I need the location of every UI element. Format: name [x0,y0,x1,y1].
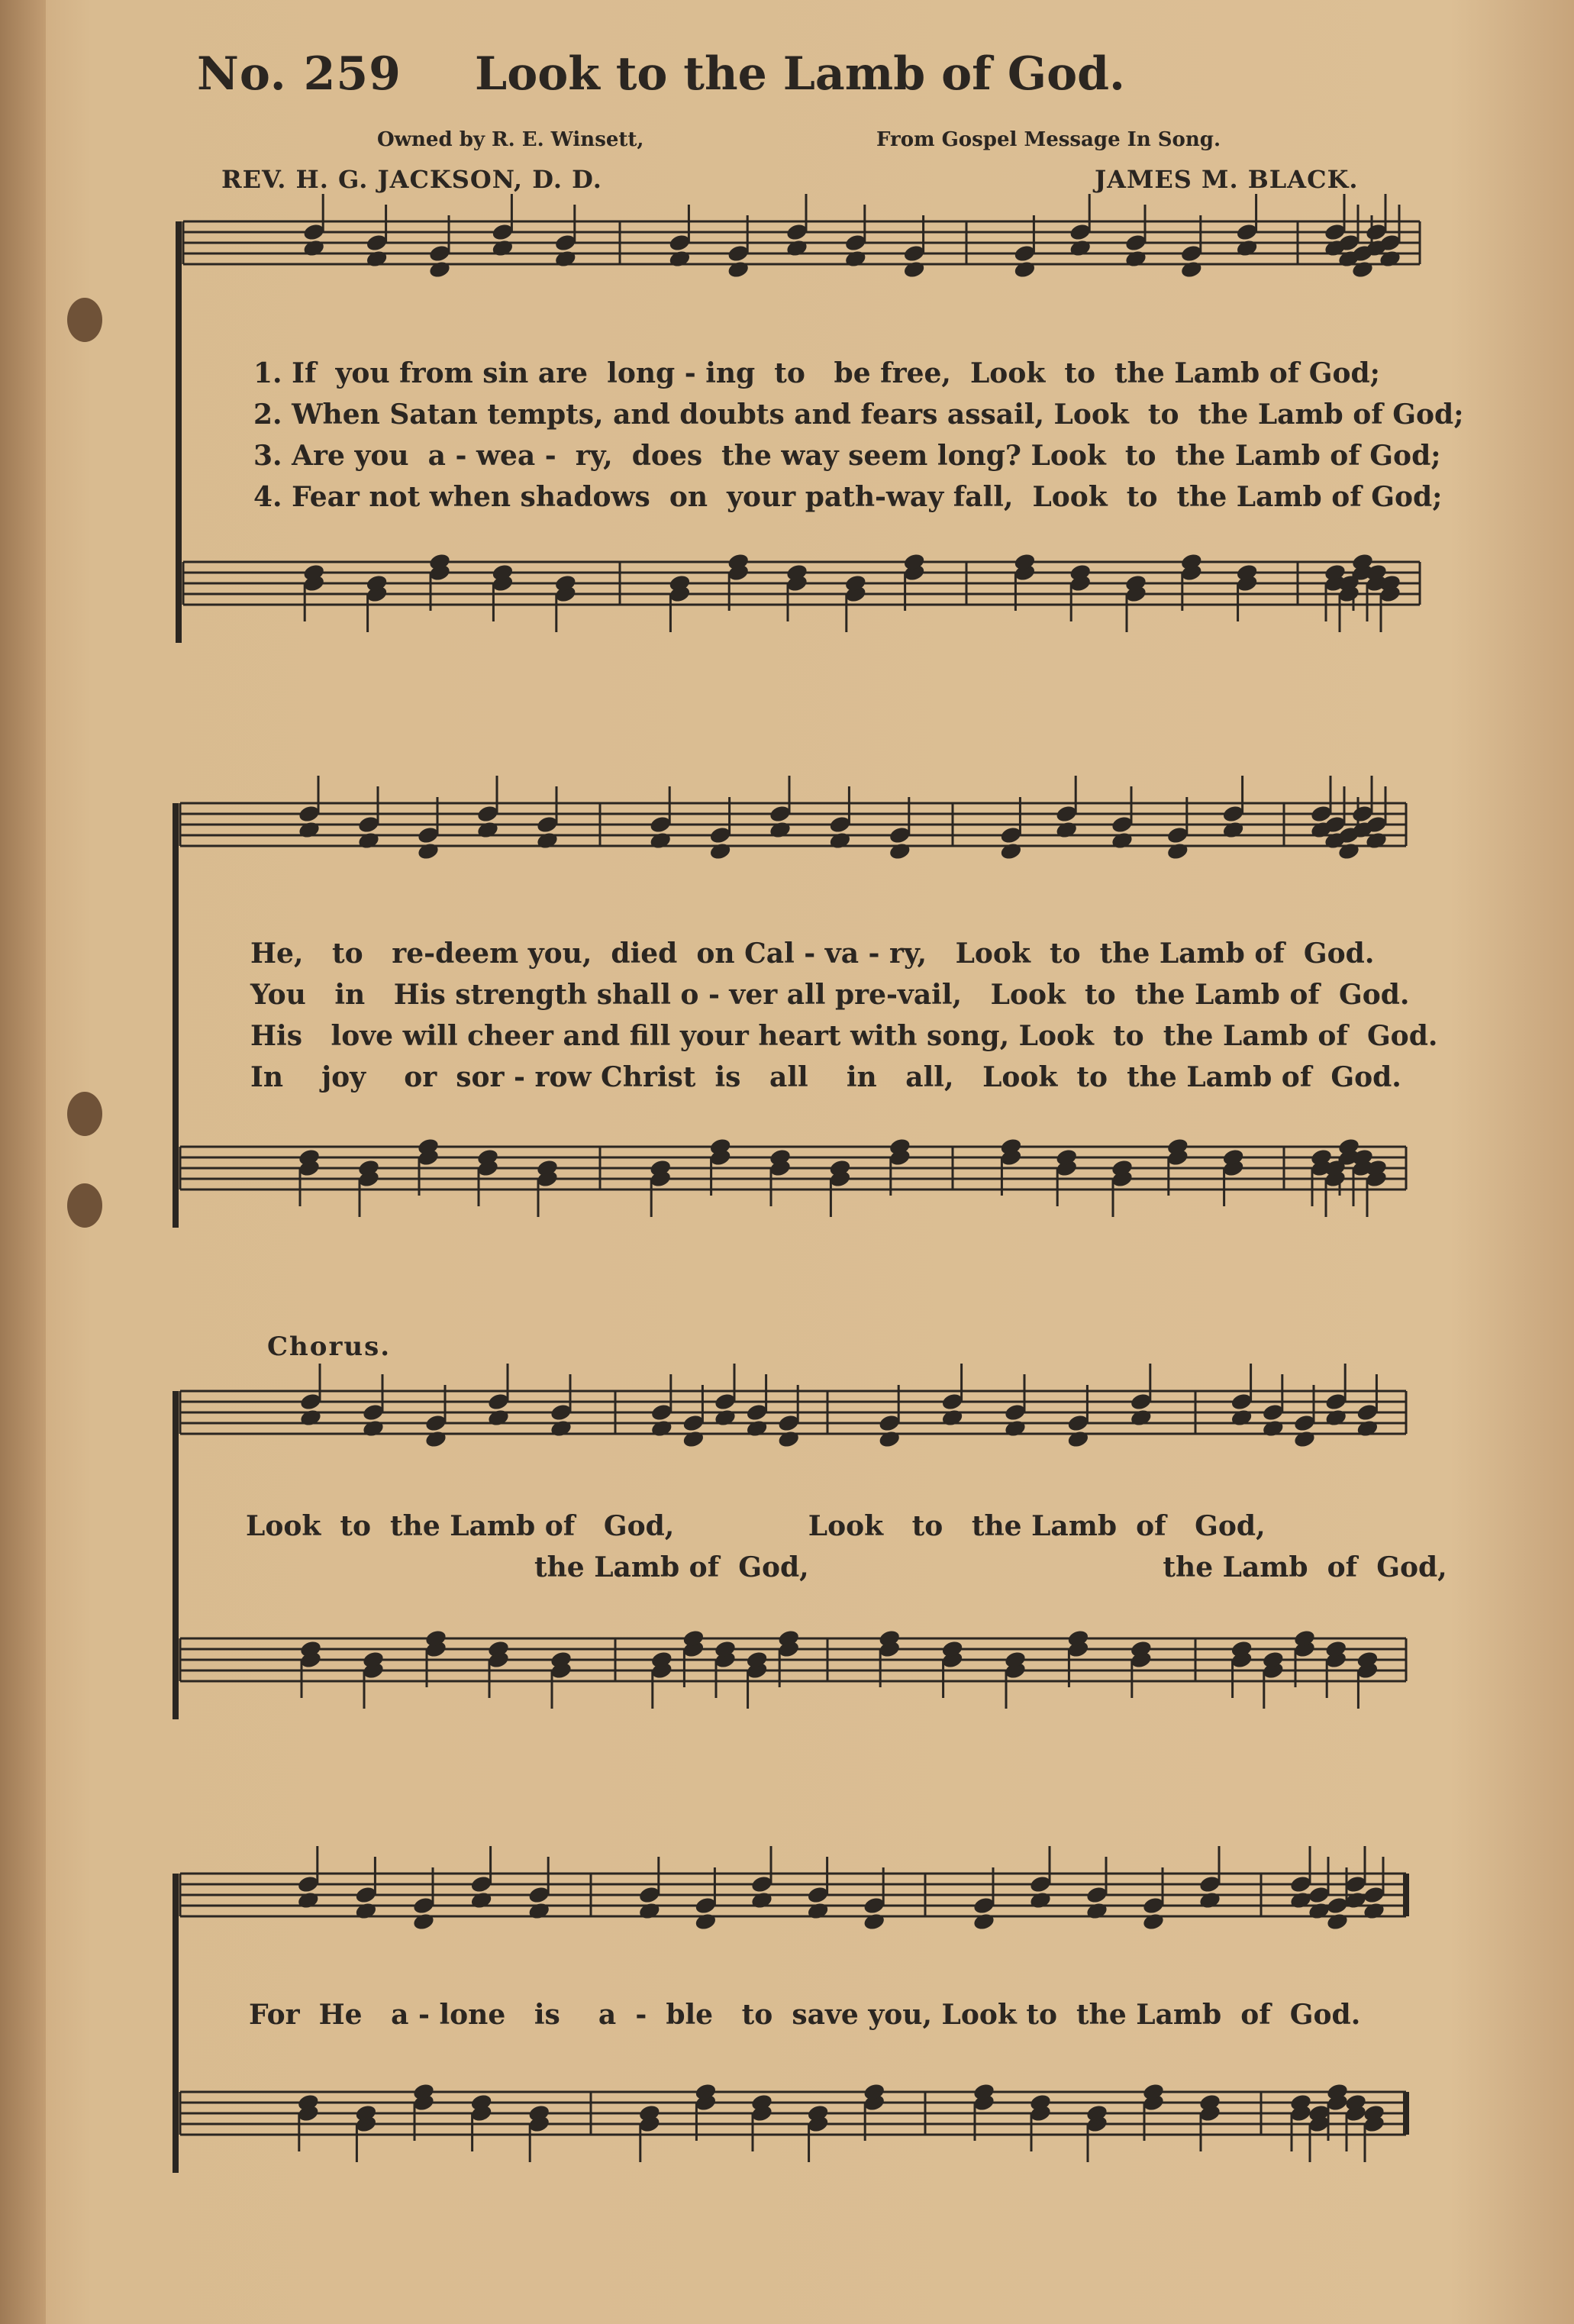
note-head [362,1419,385,1438]
verse-1-line-2: He, to re-deem you, died on Cal - va - ry, Look to the Lamb of God. [250,938,1375,970]
note-head [412,1912,436,1932]
note-head [714,1408,737,1428]
lyricist-credit: REV. H. G. JACKSON, D. D. [221,165,602,194]
note-head [650,1419,674,1438]
chorus-line-2: For He a - lone is a - ble to save you, Look to the Lamb of God. [249,1999,1361,2031]
note-head [1142,1912,1166,1932]
note-head [1363,1901,1386,1921]
note-head [297,1890,321,1910]
note-head [785,238,809,258]
note-head [1069,238,1092,258]
note-head [1130,1408,1153,1428]
chorus-line-1-echo: the Lamb of God, the Lamb of God, [534,1551,1447,1583]
note-head [365,249,389,269]
note-head [1029,1890,1053,1910]
note-head [878,1429,902,1449]
note-head [1235,238,1259,258]
note-head [536,831,560,851]
note-head [554,249,578,269]
note-head [1198,1890,1222,1910]
verse-4-line-2: In joy or sor - row Christ is all in all, Look to the Lamb of God. [250,1061,1401,1093]
note-head [694,1912,718,1932]
note-head [806,1901,830,1921]
note-head [769,820,792,840]
note-head [527,1901,551,1921]
chorus-line-1: Look to the Lamb of God, Look to the Lamb of God, [246,1510,1266,1542]
chorus-label: Chorus. [267,1331,392,1362]
note-head [1308,1901,1331,1921]
hymn-title: Look to the Lamb of God. [475,47,1125,101]
note-head [727,260,750,279]
note-head [1013,260,1037,279]
owner-credit: Owned by R. E. Winsett, [377,128,644,151]
note-head [357,831,381,851]
verse-3-line-1: 3. Are you a - wea - ry, does the way seem long? Look to the Lamb of God; [253,440,1441,472]
note-head [940,1408,964,1428]
note-head [777,1429,801,1449]
note-head [299,1408,323,1428]
note-head [476,820,500,840]
note-head [708,841,732,861]
note-head [999,841,1023,861]
note-head [745,1419,769,1438]
note-head [550,1419,573,1438]
note-head [750,1890,774,1910]
note-head [469,1890,493,1910]
note-head [638,1901,662,1921]
note-head [1293,1429,1317,1449]
note-head [1055,820,1079,840]
verse-3-line-2: His love will cheer and fill your heart with song, Look to the Lamb of God. [250,1020,1438,1052]
note-head [889,841,912,861]
note-head [1004,1419,1027,1438]
note-head [1326,1912,1350,1932]
note-head [1085,1901,1109,1921]
note-head [1324,1408,1348,1428]
note-head [417,841,440,861]
verse-4-line-1: 4. Fear not when shadows on your path-way fall, Look to the Lamb of God; [253,481,1443,513]
verse-1-line-1: 1. If you from sin are long - ing to be free, Look to the Lamb of God; [253,357,1380,389]
note-head [682,1429,705,1449]
note-head [487,1408,511,1428]
note-head [1180,260,1204,279]
note-head [1066,1429,1090,1449]
note-head [424,1429,448,1449]
note-head [1166,841,1190,861]
source-credit: From Gospel Message In Song. [876,128,1221,151]
note-head [1221,820,1245,840]
note-head [668,249,692,269]
note-head [844,249,868,269]
note-head [1262,1419,1285,1438]
note-head [828,831,852,851]
note-head [428,260,452,279]
note-head [302,238,326,258]
verse-2-line-1: 2. When Satan tempts, and doubts and fears assail, Look to the Lamb of God; [253,399,1464,431]
note-head [354,1901,378,1921]
note-head [298,820,321,840]
note-head [972,1912,996,1932]
note-head [1289,1890,1313,1910]
note-head [1124,249,1148,269]
composer-credit: JAMES M. BLACK. [1095,165,1359,194]
note-head [649,831,672,851]
note-head [1230,1408,1253,1428]
note-head [902,260,926,279]
note-head [1356,1419,1379,1438]
note-head [863,1912,886,1932]
note-head [491,238,514,258]
hymn-number: No. 259 [197,47,402,101]
verse-2-line-2: You in His strength shall o - ver all pre-vail, Look to the Lamb of God. [250,979,1410,1011]
note-head [1111,831,1134,851]
